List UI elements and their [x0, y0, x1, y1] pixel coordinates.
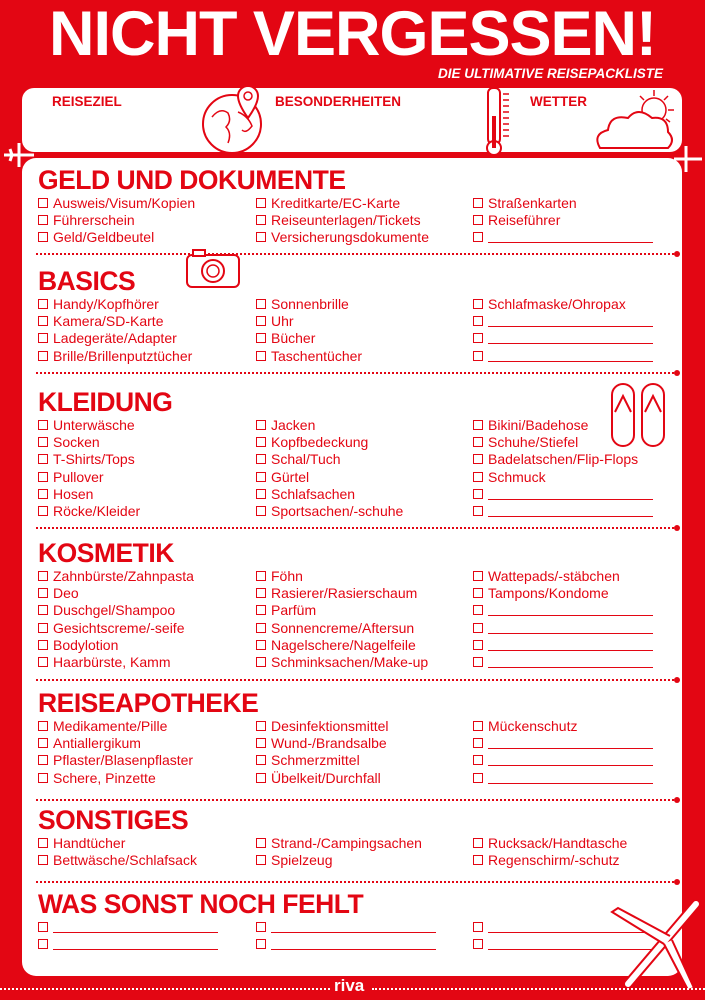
checklist-item[interactable]: [38, 935, 218, 952]
checklist-column: [256, 717, 389, 786]
checklist-column: [256, 295, 362, 364]
checklist-column: [38, 834, 197, 869]
checklist-item[interactable]: [38, 295, 192, 312]
checklist-item[interactable]: [256, 312, 362, 329]
checkbox[interactable]: [38, 198, 48, 208]
item-label: Deo: [53, 584, 79, 601]
item-label: Führerschein: [53, 211, 135, 228]
item-label: Übelkeit/Durchfall: [271, 769, 381, 786]
camera-icon: [185, 249, 241, 289]
checkbox[interactable]: [473, 472, 483, 482]
checklist-item[interactable]: [38, 769, 193, 786]
checklist-item[interactable]: [38, 451, 140, 468]
checkbox[interactable]: [473, 489, 483, 499]
item-label: Föhn: [271, 567, 303, 584]
checklist-item[interactable]: [256, 851, 422, 868]
item-label: Rucksack/Handtasche: [488, 834, 628, 851]
checklist-item[interactable]: [256, 717, 389, 734]
item-label: Antiallergikum: [53, 734, 141, 751]
item-label: Sonnenbrille: [271, 295, 349, 312]
section-title: WAS SONST NOCH FEHLT: [38, 889, 364, 919]
checklist-item[interactable]: [256, 584, 428, 601]
item-label: Schlafmaske/Ohropax: [488, 295, 626, 312]
checklist-column: [256, 194, 429, 246]
item-label: Schere, Pinzette: [53, 769, 156, 786]
section-title: KOSMETIK: [38, 538, 174, 568]
checkbox[interactable]: [256, 640, 266, 650]
checkbox[interactable]: [256, 232, 266, 242]
checklist-item[interactable]: [38, 653, 194, 670]
item-label: Hosen: [53, 485, 94, 502]
blank-write-in-line[interactable]: [488, 604, 653, 616]
checkbox[interactable]: [38, 299, 48, 309]
section-kleidung: [38, 387, 668, 520]
checkbox[interactable]: [473, 922, 483, 932]
item-label: Unterwäsche: [53, 416, 135, 433]
checkbox[interactable]: [38, 738, 48, 748]
item-label: Handtücher: [53, 834, 126, 851]
checkbox[interactable]: [473, 198, 483, 208]
item-label: Schmerzmittel: [271, 752, 360, 769]
checklist-column: [473, 567, 653, 671]
checkbox[interactable]: [473, 773, 483, 783]
blank-write-in-line[interactable]: [271, 938, 436, 950]
checklist-item[interactable]: [38, 502, 140, 519]
section-title: SONSTIGES: [38, 805, 189, 835]
checkbox[interactable]: [38, 755, 48, 765]
item-label: Jacken: [271, 416, 316, 433]
item-label: Reiseunterlagen/Tickets: [271, 211, 421, 228]
item-label: Ausweis/Visum/Kopien: [53, 194, 196, 211]
checkbox[interactable]: [256, 506, 266, 516]
item-label: Kreditkarte/EC-Karte: [271, 194, 401, 211]
blank-write-in-line[interactable]: [488, 350, 653, 362]
packing-list: [22, 158, 682, 976]
item-label: Spielzeug: [271, 851, 333, 868]
checkbox[interactable]: [473, 657, 483, 667]
checkbox[interactable]: [38, 773, 48, 783]
section-title: KLEIDUNG: [38, 387, 173, 417]
checklist-item[interactable]: [256, 602, 428, 619]
item-label: Straßenkarten: [488, 194, 577, 211]
checkbox[interactable]: [38, 232, 48, 242]
checklist-item[interactable]: [473, 295, 653, 312]
item-label: Rasierer/Rasierschaum: [271, 584, 418, 601]
checklist-item[interactable]: [473, 468, 653, 485]
checklist-item[interactable]: [256, 485, 403, 502]
checklist-column: [256, 567, 428, 671]
checklist-item[interactable]: [38, 619, 194, 636]
blank-write-in-line[interactable]: [488, 231, 653, 243]
section-divider: [36, 527, 674, 529]
special-notes-label: BESONDERHEITEN: [275, 94, 402, 109]
checklist-item[interactable]: [256, 211, 429, 228]
checkbox[interactable]: [256, 738, 266, 748]
checklist-item[interactable]: [473, 734, 653, 751]
checklist-item[interactable]: [256, 752, 389, 769]
checklist-item[interactable]: [38, 229, 195, 246]
checklist-column: [473, 717, 653, 786]
checkbox[interactable]: [473, 738, 483, 748]
checklist-item[interactable]: [38, 752, 193, 769]
item-label: Pflaster/Blasenpflaster: [53, 752, 194, 769]
blank-write-in-line[interactable]: [488, 505, 653, 517]
checklist-item[interactable]: [38, 211, 195, 228]
item-label: Sportsachen/-schuhe: [271, 503, 404, 520]
checklist-item[interactable]: [473, 717, 653, 734]
item-label: Handy/Kopfhörer: [53, 295, 159, 312]
checkbox[interactable]: [256, 333, 266, 343]
item-label: Uhr: [271, 312, 294, 329]
checklist-item[interactable]: [256, 468, 403, 485]
checkbox[interactable]: [256, 351, 266, 361]
checkbox[interactable]: [38, 939, 48, 949]
section-title: GELD UND DOKUMENTE: [38, 165, 346, 195]
checklist-item[interactable]: [473, 584, 653, 601]
checkbox[interactable]: [473, 721, 483, 731]
checklist-item[interactable]: [473, 653, 653, 670]
checkbox[interactable]: [256, 922, 266, 932]
trip-info-box: [22, 88, 682, 152]
item-label: Brille/Brillenputztücher: [53, 347, 193, 364]
checklist-item[interactable]: [473, 347, 653, 364]
checkbox[interactable]: [256, 215, 266, 225]
footer-divider-left: [0, 988, 330, 990]
checklist-item[interactable]: [38, 312, 192, 329]
checklist-item[interactable]: [256, 295, 362, 312]
checkbox[interactable]: [38, 420, 48, 430]
checklist-item[interactable]: [256, 347, 362, 364]
checkbox[interactable]: [256, 855, 266, 865]
checklist-column: [473, 295, 653, 364]
blank-write-in-line[interactable]: [488, 772, 653, 784]
checkbox[interactable]: [38, 623, 48, 633]
checklist-item[interactable]: [256, 194, 429, 211]
item-label: Kopfbedeckung: [271, 433, 369, 450]
item-label: Duschgel/Shampoo: [53, 602, 176, 619]
checkbox[interactable]: [38, 351, 48, 361]
section-geld-und-dokumente: [38, 165, 668, 246]
checkbox[interactable]: [473, 437, 483, 447]
checkbox[interactable]: [256, 472, 266, 482]
section-divider: [36, 679, 674, 681]
checkbox[interactable]: [256, 316, 266, 326]
checklist-column: [256, 918, 436, 953]
checklist-item[interactable]: [256, 769, 389, 786]
checklist-column: [256, 834, 422, 869]
checkbox[interactable]: [38, 605, 48, 615]
checkbox[interactable]: [256, 773, 266, 783]
checkbox[interactable]: [38, 838, 48, 848]
checklist-item[interactable]: [256, 834, 422, 851]
checkbox[interactable]: [256, 588, 266, 598]
checklist-column: [473, 834, 627, 869]
section-kosmetik: [38, 538, 668, 671]
checklist-item[interactable]: [38, 717, 193, 734]
section-basics: [38, 266, 668, 364]
item-label: Mückenschutz: [488, 717, 578, 734]
item-label: Zahnbürste/Zahnpasta: [53, 567, 194, 584]
item-label: Sonnencreme/Aftersun: [271, 619, 415, 636]
section-was-sonst-noch-fehlt: [38, 890, 668, 928]
checkbox[interactable]: [473, 623, 483, 633]
checkbox[interactable]: [38, 855, 48, 865]
checklist-item[interactable]: [473, 769, 653, 786]
checkbox[interactable]: [473, 605, 483, 615]
page-subtitle: DIE ULTIMATIVE REISEPACKLISTE: [437, 66, 663, 81]
page-title: NICHT VERGESSEN!: [48, 0, 657, 69]
thermometer-icon: [484, 86, 514, 158]
checkbox[interactable]: [473, 755, 483, 765]
checklist-item[interactable]: [256, 918, 436, 935]
checkbox[interactable]: [473, 232, 483, 242]
item-label: Badelatschen/Flip-Flops: [488, 451, 639, 468]
cloud-sun-icon: [592, 88, 682, 150]
checklist-item[interactable]: [256, 502, 403, 519]
checklist-item[interactable]: [38, 602, 194, 619]
checklist-item[interactable]: [473, 194, 653, 211]
checklist-item[interactable]: [473, 502, 653, 519]
checklist-item[interactable]: [38, 851, 197, 868]
checkbox[interactable]: [38, 489, 48, 499]
checklist-column: [38, 416, 140, 520]
item-label: Schlafsachen: [271, 485, 356, 502]
blank-write-in-line[interactable]: [488, 737, 653, 749]
checkbox[interactable]: [38, 640, 48, 650]
checklist-item[interactable]: [473, 567, 653, 584]
blank-write-in-line[interactable]: [488, 656, 653, 668]
checkbox[interactable]: [256, 198, 266, 208]
checkbox[interactable]: [38, 454, 48, 464]
item-label: Geld/Geldbeutel: [53, 229, 155, 246]
blank-write-in-line[interactable]: [488, 332, 653, 344]
airplane-icon-bottom: [608, 900, 705, 992]
item-label: Strand-/Campingsachen: [271, 834, 422, 851]
item-label: Bikini/Badehose: [488, 416, 589, 433]
blank-write-in-line[interactable]: [53, 938, 218, 950]
checkbox[interactable]: [473, 838, 483, 848]
blank-write-in-line[interactable]: [488, 315, 653, 327]
item-label: Bücher: [271, 330, 316, 347]
item-label: Ladegeräte/Adapter: [53, 330, 177, 347]
checklist-item[interactable]: [473, 834, 627, 851]
item-label: Reiseführer: [488, 211, 561, 228]
checkbox[interactable]: [256, 838, 266, 848]
item-label: Regenschirm/-schutz: [488, 851, 620, 868]
checklist-column: [38, 194, 195, 246]
item-label: Gesichtscreme/-seife: [53, 619, 185, 636]
checkbox[interactable]: [38, 472, 48, 482]
checklist-item[interactable]: [473, 619, 653, 636]
checkbox[interactable]: [473, 420, 483, 430]
checklist-item[interactable]: [38, 636, 194, 653]
checkbox[interactable]: [256, 489, 266, 499]
section-sonstiges: [38, 805, 668, 868]
checklist-item[interactable]: [38, 468, 140, 485]
checklist-item[interactable]: [256, 416, 403, 433]
checklist-item[interactable]: [38, 433, 140, 450]
checklist-item[interactable]: [256, 935, 436, 952]
checklist-item[interactable]: [38, 347, 192, 364]
item-label: Nagelschere/Nagelfeile: [271, 636, 416, 653]
blank-write-in-line[interactable]: [53, 921, 218, 933]
item-label: Schmuck: [488, 468, 546, 485]
checkbox[interactable]: [473, 588, 483, 598]
checkbox[interactable]: [38, 437, 48, 447]
checklist-item[interactable]: [256, 567, 428, 584]
checklist-item[interactable]: [256, 433, 403, 450]
item-label: Kamera/SD-Karte: [53, 312, 164, 329]
destination-label: REISEZIEL: [52, 94, 122, 109]
checkbox[interactable]: [473, 506, 483, 516]
checklist-item[interactable]: [256, 734, 389, 751]
checkbox[interactable]: [38, 215, 48, 225]
checklist-item[interactable]: [473, 602, 653, 619]
checkbox[interactable]: [473, 299, 483, 309]
checkbox[interactable]: [473, 855, 483, 865]
checklist-column: [38, 918, 218, 953]
checklist-item[interactable]: [473, 752, 653, 769]
checklist-item[interactable]: [38, 918, 218, 935]
checkbox[interactable]: [473, 333, 483, 343]
item-label: Desinfektionsmittel: [271, 717, 389, 734]
weather-label: WETTER: [530, 94, 587, 109]
item-label: Schminksachen/Make-up: [271, 654, 429, 671]
checklist-column: [38, 295, 192, 364]
flip-flops-icon: [610, 382, 670, 448]
blank-write-in-line[interactable]: [488, 639, 653, 651]
checklist-column: [473, 194, 653, 246]
checkbox[interactable]: [38, 922, 48, 932]
checklist-column: [256, 416, 403, 520]
checkbox[interactable]: [256, 721, 266, 731]
checklist-item[interactable]: [473, 330, 653, 347]
checkbox[interactable]: [38, 588, 48, 598]
item-label: Wund-/Brandsalbe: [271, 734, 387, 751]
item-label: Versicherungsdokumente: [271, 229, 429, 246]
section-divider: [36, 253, 674, 255]
item-label: Taschentücher: [271, 347, 363, 364]
item-label: Wattepads/-stäbchen: [488, 567, 620, 584]
item-label: Bettwäsche/Schlafsack: [53, 851, 197, 868]
checkbox[interactable]: [38, 333, 48, 343]
section-divider: [36, 881, 674, 883]
checkbox[interactable]: [256, 755, 266, 765]
checkbox[interactable]: [38, 316, 48, 326]
checkbox[interactable]: [473, 939, 483, 949]
checklist-column: [38, 717, 193, 786]
checklist-item[interactable]: [256, 229, 429, 246]
checklist-item[interactable]: [38, 194, 195, 211]
checklist-item[interactable]: [256, 451, 403, 468]
checkbox[interactable]: [38, 506, 48, 516]
checkbox[interactable]: [256, 605, 266, 615]
item-label: T-Shirts/Tops: [53, 451, 135, 468]
checkbox[interactable]: [473, 351, 483, 361]
item-label: Medikamente/Pille: [53, 717, 168, 734]
section-title: BASICS: [38, 266, 136, 296]
item-label: Bodylotion: [53, 636, 119, 653]
checklist-item[interactable]: [38, 834, 197, 851]
checkbox[interactable]: [256, 939, 266, 949]
item-label: Haarbürste, Kamm: [53, 654, 171, 671]
item-label: Gürtel: [271, 468, 310, 485]
checkbox[interactable]: [473, 640, 483, 650]
checklist-item[interactable]: [38, 584, 194, 601]
checklist-item[interactable]: [473, 451, 653, 468]
blank-write-in-line[interactable]: [488, 754, 653, 766]
checklist-item[interactable]: [38, 734, 193, 751]
checklist-item[interactable]: [473, 229, 653, 246]
item-label: Parfüm: [271, 602, 317, 619]
checklist-item[interactable]: [473, 636, 653, 653]
item-label: Röcke/Kleider: [53, 503, 141, 520]
footer-divider-right: [372, 988, 705, 990]
section-title: REISEAPOTHEKE: [38, 688, 259, 718]
checkbox[interactable]: [38, 721, 48, 731]
section-divider: [36, 372, 674, 374]
checkbox[interactable]: [256, 454, 266, 464]
checkbox[interactable]: [256, 657, 266, 667]
checkbox[interactable]: [38, 657, 48, 667]
checklist-item[interactable]: [38, 416, 140, 433]
checkbox[interactable]: [38, 571, 48, 581]
item-label: Tampons/Kondome: [488, 584, 609, 601]
section-reiseapotheke: [38, 688, 668, 786]
checklist-item[interactable]: [38, 485, 140, 502]
checklist-item[interactable]: [256, 330, 362, 347]
blank-write-in-line[interactable]: [488, 622, 653, 634]
blank-write-in-line[interactable]: [271, 921, 436, 933]
checkbox[interactable]: [473, 316, 483, 326]
brand-logo: riva: [334, 976, 365, 995]
checklist-item[interactable]: [473, 851, 627, 868]
checklist-item[interactable]: [256, 653, 428, 670]
section-divider: [36, 799, 674, 801]
globe-pin-icon: [200, 82, 270, 158]
checklist-item[interactable]: [256, 636, 428, 653]
item-label: Schuhe/Stiefel: [488, 433, 579, 450]
checklist-column: [38, 567, 194, 671]
checkbox[interactable]: [256, 623, 266, 633]
checkbox[interactable]: [256, 420, 266, 430]
item-label: Schal/Tuch: [271, 451, 341, 468]
checkbox[interactable]: [473, 571, 483, 581]
checklist-item[interactable]: [38, 567, 194, 584]
blank-write-in-line[interactable]: [488, 488, 653, 500]
item-label: Pullover: [53, 468, 104, 485]
checklist-item[interactable]: [473, 211, 653, 228]
checklist-item[interactable]: [38, 330, 192, 347]
checklist-item[interactable]: [256, 619, 428, 636]
checkbox[interactable]: [256, 299, 266, 309]
item-label: Socken: [53, 433, 100, 450]
checkbox[interactable]: [256, 571, 266, 581]
checklist-item[interactable]: [473, 312, 653, 329]
checkbox[interactable]: [256, 437, 266, 447]
checkbox[interactable]: [473, 454, 483, 464]
checkbox[interactable]: [473, 215, 483, 225]
checklist-item[interactable]: [473, 485, 653, 502]
